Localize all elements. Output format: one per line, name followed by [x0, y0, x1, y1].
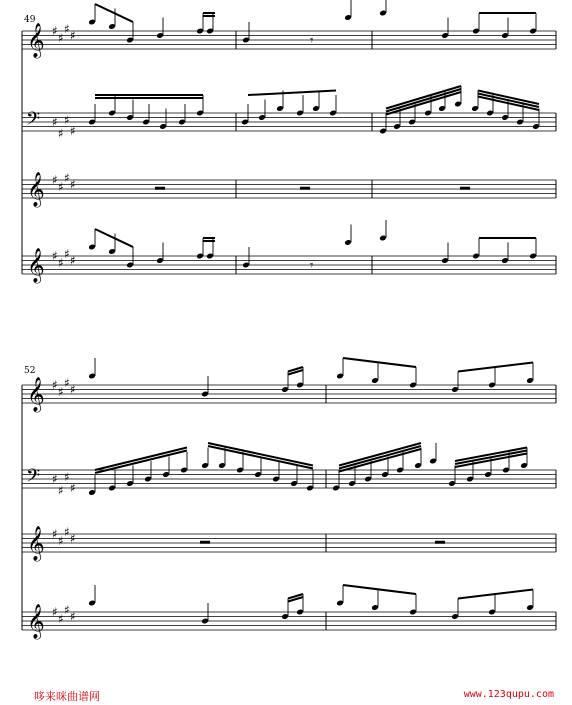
sharp-sign: ♯	[52, 605, 58, 619]
beam	[339, 446, 421, 469]
treble-clef-icon: 𝄞	[27, 172, 45, 207]
beam	[95, 229, 133, 247]
sharp-sign: ♯	[52, 378, 58, 392]
sharp-sign: ♯	[52, 115, 58, 129]
beam	[386, 89, 461, 112]
treble-clef-icon: 𝄞	[27, 604, 45, 639]
whole-rest-icon	[155, 187, 165, 190]
sharp-sign: ♯	[52, 24, 58, 38]
sharp-sign: ♯	[70, 531, 76, 546]
beam	[339, 443, 421, 466]
beam	[248, 91, 336, 96]
beam	[478, 94, 539, 108]
beam	[95, 448, 187, 471]
beam	[386, 92, 461, 115]
sharp-sign: ♯	[52, 249, 58, 263]
sharp-sign: ♯	[52, 472, 58, 486]
measure-number-49: 49	[24, 15, 36, 25]
sharp-sign: ♯	[64, 602, 70, 617]
beam	[478, 97, 539, 111]
sharp-sign: ♯	[64, 170, 70, 185]
site-url[interactable]: www.123qupu.com	[463, 689, 554, 700]
beam	[458, 363, 533, 372]
sharp-sign: ♯	[64, 375, 70, 390]
sharp-sign: ♯	[64, 21, 70, 36]
sharp-sign: ♯	[64, 112, 70, 127]
whole-rest-icon	[435, 541, 445, 544]
sharp-sign: ♯	[64, 524, 70, 539]
bass-clef-icon: 𝄢	[26, 466, 41, 491]
treble-clef-icon: 𝄞	[27, 23, 45, 58]
sharp-sign: ♯	[58, 30, 64, 45]
sharp-sign: ♯	[58, 255, 64, 270]
bass-clef-icon: 𝄢	[26, 109, 41, 134]
beam	[343, 358, 416, 367]
treble-clef-icon: 𝄞	[27, 526, 45, 561]
sharp-sign: ♯	[70, 481, 76, 495]
sharp-sign: ♯	[58, 483, 64, 498]
beam	[95, 4, 133, 22]
beam	[386, 86, 461, 109]
site-name[interactable]: 哆来咪曲谱网	[34, 690, 100, 703]
eighth-rest-icon: 𝄾	[310, 258, 314, 274]
sharp-sign: ♯	[58, 126, 64, 141]
sharp-sign: ♯	[52, 173, 58, 187]
whole-rest-icon	[200, 541, 210, 544]
whole-rest-icon	[460, 187, 470, 190]
sharp-sign: ♯	[70, 253, 76, 268]
sharp-sign: ♯	[70, 609, 76, 624]
measure-number-52: 52	[24, 366, 36, 376]
sharp-sign: ♯	[70, 28, 76, 43]
sharp-sign: ♯	[70, 124, 76, 138]
sharp-sign: ♯	[64, 469, 70, 484]
whole-rest-icon	[300, 187, 310, 190]
sharp-sign: ♯	[58, 384, 64, 399]
beam	[208, 443, 313, 466]
sharp-sign: ♯	[58, 611, 64, 626]
sharp-sign: ♯	[58, 179, 64, 194]
sharp-sign: ♯	[70, 177, 76, 192]
beam	[458, 590, 533, 599]
sharp-sign: ♯	[70, 382, 76, 397]
beam	[478, 91, 539, 105]
eighth-rest-icon: 𝄾	[310, 33, 314, 49]
treble-clef-icon: 𝄞	[27, 377, 45, 412]
sharp-sign: ♯	[58, 533, 64, 548]
treble-clef-icon: 𝄞	[27, 248, 45, 283]
sharp-sign: ♯	[64, 246, 70, 261]
beam	[339, 449, 421, 472]
beam	[343, 585, 416, 594]
sharp-sign: ♯	[52, 527, 58, 541]
